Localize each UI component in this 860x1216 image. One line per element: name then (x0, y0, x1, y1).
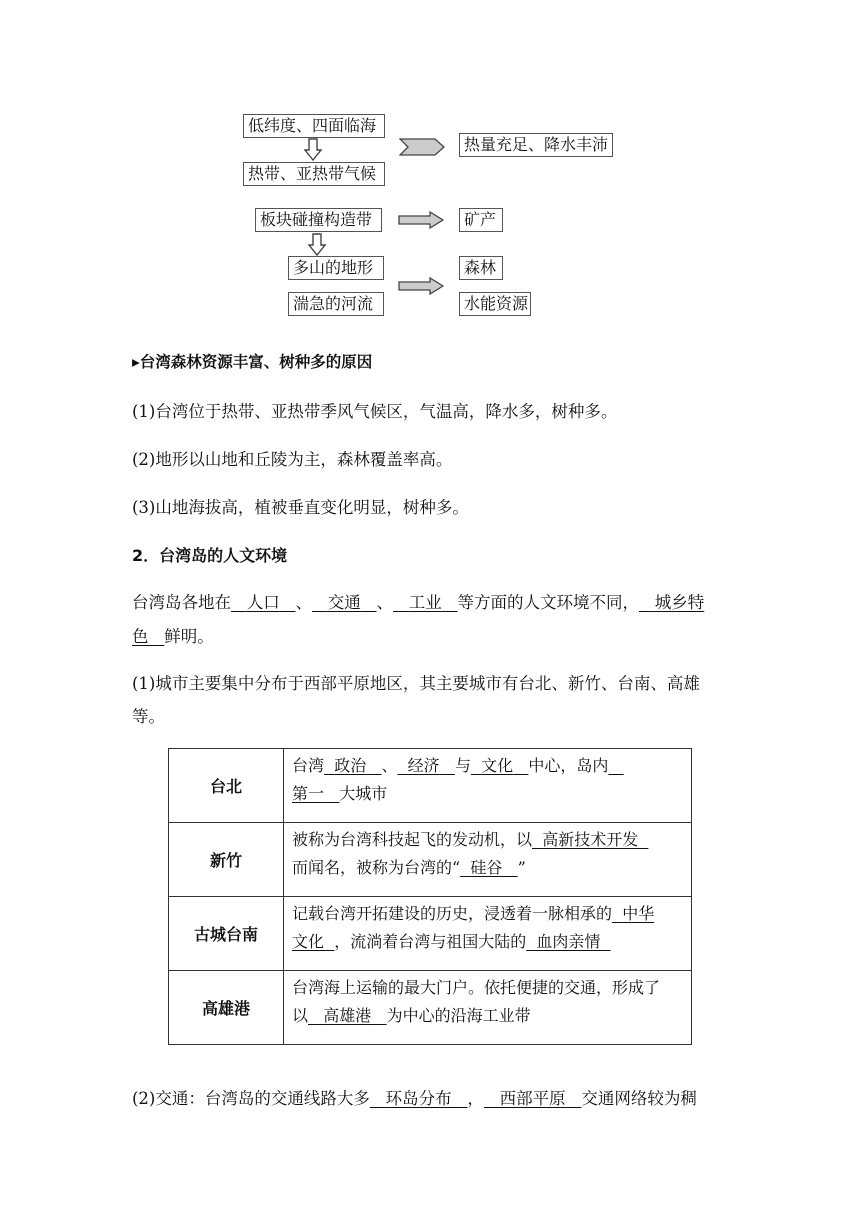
flow-box-minerals (459, 208, 503, 232)
desc-cell (284, 897, 692, 971)
city-cell: 高雄港 (169, 971, 284, 1045)
table-row (169, 749, 692, 823)
text: 中心，岛内 (528, 756, 609, 775)
chevron-right-icon (399, 138, 445, 156)
answer-text: 文化 (481, 756, 514, 775)
flow-box-heat-rain (459, 133, 613, 157)
answer-text: 第一 (292, 784, 325, 803)
human-intro-line1 (132, 591, 704, 615)
text: 、 (381, 756, 398, 775)
text: 为中心的沿海工业带 (386, 1006, 531, 1025)
desc-cell (284, 749, 692, 823)
forest-reason-3: (3)山地海拔高，植被垂直变化明显，树种多。 (132, 498, 469, 517)
answer-blank (292, 932, 334, 951)
answer-text: 人口 (246, 593, 280, 612)
flow-box-plate (255, 208, 382, 232)
text: 以 (292, 1006, 309, 1025)
answer-blank (612, 904, 654, 923)
flow-box-hydropower (459, 292, 531, 316)
text: 等方面的人文环境不同， (457, 593, 639, 612)
answer-blank (393, 593, 458, 612)
cities-table (168, 748, 692, 1045)
city-cell: 台北 (169, 749, 284, 823)
city-cell: 古城台南 (169, 897, 284, 971)
text: 与 (454, 756, 471, 775)
answer-text: 工业 (408, 593, 442, 612)
text: (2)交通：台湾岛的交通线路大多 (132, 1089, 370, 1108)
flow-box-label: 水能资源 (464, 294, 529, 313)
answer-blank (471, 756, 528, 775)
answer-text: 西部平原 (499, 1089, 566, 1108)
human-intro-line2 (132, 625, 214, 649)
table-row (169, 971, 692, 1045)
flow-box-low-latitude (243, 114, 385, 138)
flow-box-label: 低纬度、四面临海 (248, 116, 377, 135)
forest-heading: ▸台湾森林资源丰富、树种多的原因 (132, 353, 373, 371)
answer-text: 硅谷 (470, 858, 503, 877)
text: 台湾岛各地在 (132, 593, 231, 612)
flow-box-label: 森林 (464, 258, 497, 277)
table-row (169, 823, 692, 897)
text: 被称为台湾科技起飞的发动机，以 (292, 830, 533, 849)
answer-blank (639, 593, 704, 612)
answer-text: 色 (132, 627, 149, 646)
answer-text: 交通 (327, 593, 361, 612)
city-cell: 新竹 (169, 823, 284, 897)
answer-text: 环岛分布 (385, 1089, 452, 1108)
desc-cell (284, 971, 692, 1045)
answer-blank (526, 932, 610, 951)
forest-reason-1: (1)台湾位于热带、亚热带季风气候区，气温高，降水多，树种多。 (132, 402, 618, 421)
text: ，流淌着台湾与祖国大陆的 (334, 932, 527, 951)
text: 记载台湾开拓建设的历史，浸透着一脉相承的 (292, 904, 613, 923)
cities-line2: 等。 (132, 707, 165, 726)
flow-box-label: 热带、亚热带气候 (248, 164, 377, 183)
answer-blank (370, 1089, 468, 1108)
down-arrow-icon (308, 233, 326, 257)
flow-box-rivers (288, 292, 384, 316)
right-arrow-icon (398, 211, 444, 229)
answer-blank (484, 1089, 582, 1108)
text: 、 (376, 593, 393, 612)
answer-blank (460, 858, 517, 877)
answer-blank (231, 593, 296, 612)
answer-blank (608, 756, 623, 775)
text: 台湾 (292, 756, 325, 775)
forest-reason-2: (2)地形以山地和丘陵为主，森林覆盖率高。 (132, 450, 453, 469)
text: 而闻名，被称为台湾的“ (292, 858, 461, 877)
flow-box-mountains (288, 256, 384, 280)
flow-box-label: 多山的地形 (293, 258, 374, 277)
flow-box-label: 湍急的河流 (293, 294, 374, 313)
text: 交通网络较为稠 (581, 1089, 697, 1108)
answer-text: 血肉亲情 (536, 932, 601, 951)
flow-box-label: 板块碰撞构造带 (260, 210, 373, 229)
table-row (169, 897, 692, 971)
answer-blank (532, 830, 648, 849)
answer-text: 中华 (622, 904, 655, 923)
desc-cell (284, 823, 692, 897)
answer-blank (292, 784, 339, 803)
answer-blank (308, 1006, 387, 1025)
answer-blank (324, 756, 381, 775)
traffic-line (132, 1087, 697, 1111)
answer-text: 高雄港 (323, 1006, 372, 1025)
answer-text: 城乡特 (654, 593, 705, 612)
flow-box-label: 热量充足、降水丰沛 (464, 135, 609, 154)
text: 鲜明。 (164, 627, 214, 646)
answer-text: 文化 (292, 932, 325, 951)
text: ” (517, 858, 526, 877)
answer-blank (397, 756, 454, 775)
answer-text: 经济 (407, 756, 440, 775)
text: 、 (295, 593, 312, 612)
down-arrow-icon (304, 138, 322, 162)
flow-box-forest (459, 256, 503, 280)
answer-text: 高新技术开发 (542, 830, 639, 849)
flow-box-label: 矿产 (464, 210, 497, 229)
text: ， (467, 1089, 484, 1108)
cities-line1: (1)城市主要集中分布于西部平原地区，其主要城市有台北、新竹、台南、高雄 (132, 674, 700, 693)
answer-blank (312, 593, 377, 612)
flow-box-climate (243, 162, 385, 186)
right-arrow-icon (398, 277, 444, 295)
text: 台湾海上运输的最大门户。依托便捷的交通，形成了 (292, 978, 661, 997)
answer-blank (132, 627, 164, 646)
answer-text: 政治 (334, 756, 367, 775)
human-heading: 2．台湾岛的人文环境 (132, 546, 288, 565)
text: 大城市 (339, 784, 388, 803)
